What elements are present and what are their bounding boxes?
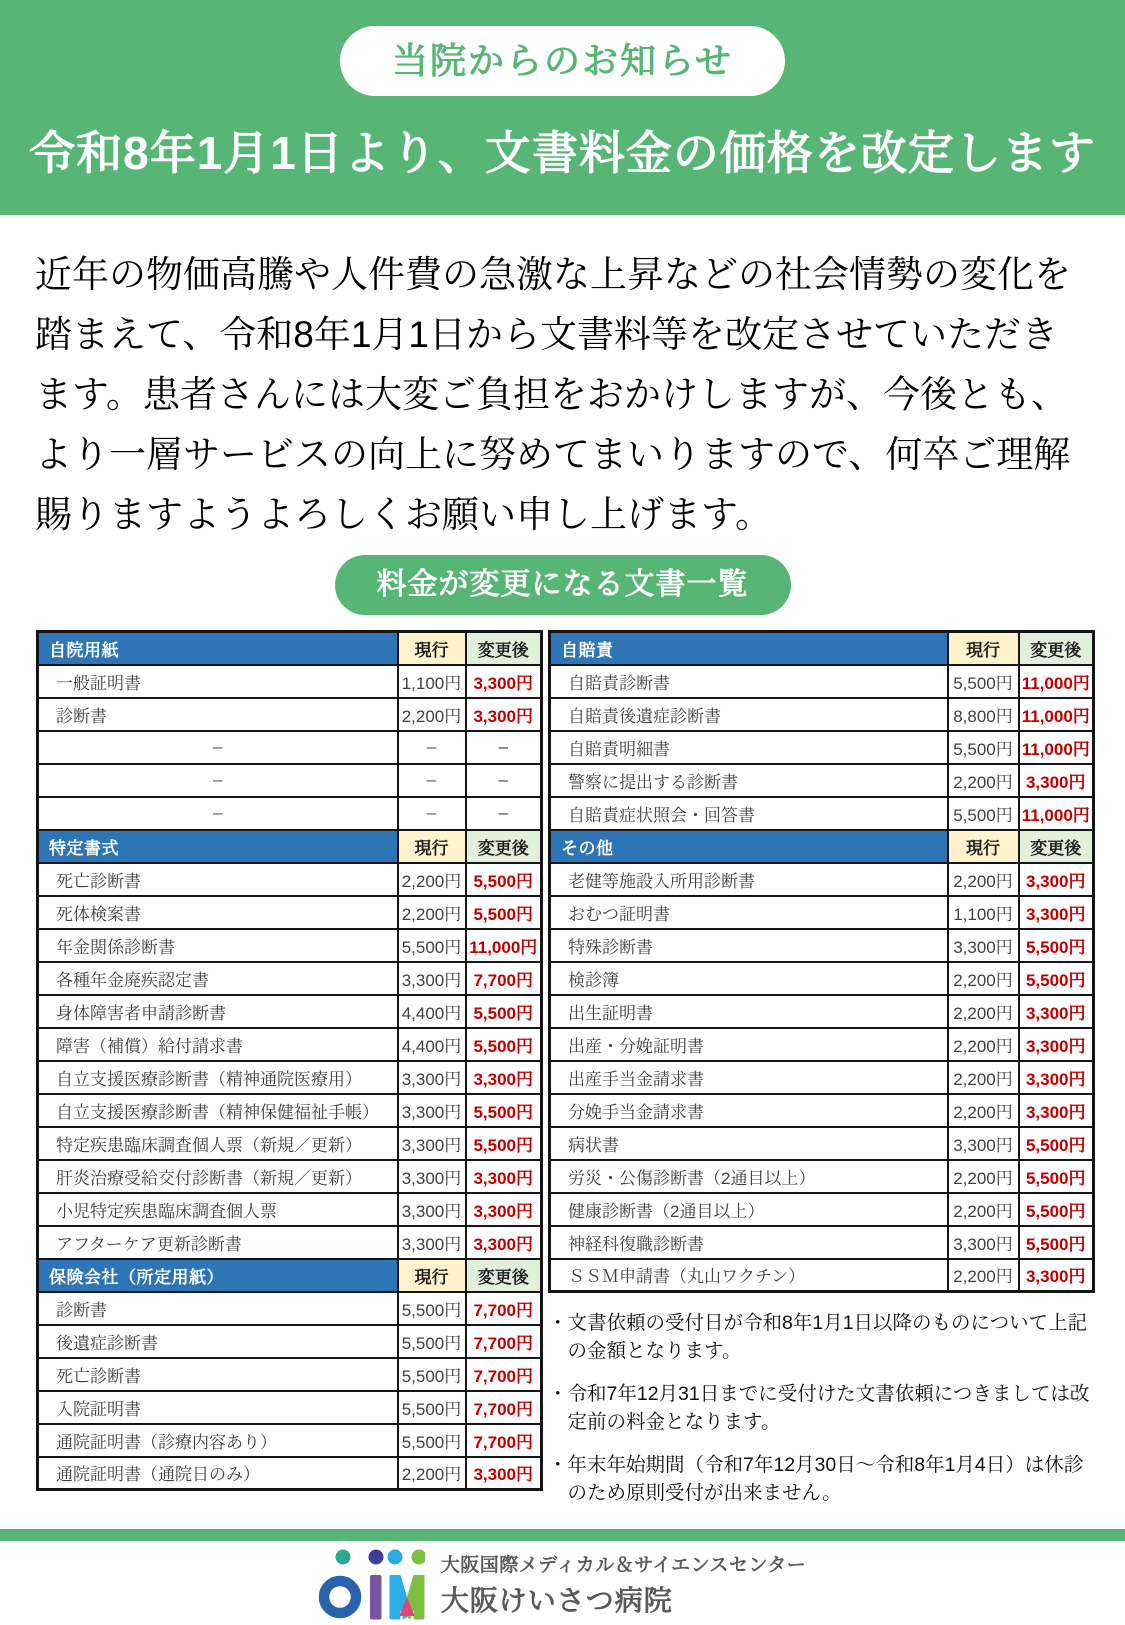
new-price: 11,000円 [1019, 698, 1094, 731]
section-header-row [38, 830, 542, 863]
table-row [38, 995, 542, 1028]
document-name: 労災・公傷診断書（2通目以上） [550, 1160, 948, 1193]
current-price: 5,500円 [398, 929, 466, 962]
document-name: 自賠責明細書 [550, 731, 948, 764]
current-column-header: 現行 [948, 632, 1019, 665]
new-price: 5,500円 [466, 896, 542, 929]
table-row [38, 929, 542, 962]
table-row [550, 1127, 1094, 1160]
table-row [550, 1259, 1094, 1292]
table-row [38, 1424, 542, 1457]
current-price: – [398, 731, 466, 764]
table-row [38, 1160, 542, 1193]
document-name: 入院証明書 [38, 1391, 398, 1424]
new-price: 3,300円 [466, 1193, 542, 1226]
current-price: 2,200円 [948, 1094, 1019, 1127]
new-price: 7,700円 [466, 1325, 542, 1358]
section-title: 自賠責 [550, 632, 948, 665]
table-row [38, 1127, 542, 1160]
current-price: 5,500円 [398, 1391, 466, 1424]
hospital-name: 大阪けいさつ病院 [440, 1584, 673, 1616]
fee-table-right-column [548, 630, 1095, 1522]
document-name: 死亡診断書 [38, 1358, 398, 1391]
current-price: 2,200円 [398, 698, 466, 731]
document-name: 自賠責後遺症診断書 [550, 698, 948, 731]
section-title: 保険会社（所定用紙） [38, 1259, 398, 1292]
new-price: 3,300円 [1019, 1061, 1094, 1094]
current-price: 5,500円 [398, 1325, 466, 1358]
document-name: 自賠責症状照会・回答書 [550, 797, 948, 830]
section-title: 自院用紙 [38, 632, 398, 665]
new-price: 5,500円 [466, 863, 542, 896]
new-price: 3,300円 [1019, 1094, 1094, 1127]
table-row [38, 698, 542, 731]
table-row [38, 731, 542, 764]
document-name: 各種年金廃疾認定書 [38, 962, 398, 995]
section-header-row [38, 632, 542, 665]
new-price: 3,300円 [1019, 896, 1094, 929]
current-price: 4,400円 [398, 1028, 466, 1061]
new-price: – [466, 764, 542, 797]
notes-list [548, 1309, 1092, 1507]
new-price: 5,500円 [1019, 1127, 1094, 1160]
table-row [550, 962, 1094, 995]
current-price: 3,300円 [398, 1127, 466, 1160]
document-name: 自立支援医療診断書（精神通院医療用） [38, 1061, 398, 1094]
document-name: 後遺症診断書 [38, 1325, 398, 1358]
current-column-header: 現行 [398, 830, 466, 863]
document-name: ＳＳＭ申請書（丸山ワクチン） [550, 1259, 948, 1292]
section-header-row [550, 632, 1094, 665]
new-price: 3,300円 [466, 1226, 542, 1259]
current-price: 2,200円 [948, 1061, 1019, 1094]
current-price: 2,200円 [948, 1028, 1019, 1061]
current-column-header: 現行 [948, 830, 1019, 863]
current-price: 3,300円 [398, 1094, 466, 1127]
current-price: 2,200円 [398, 1457, 466, 1490]
document-name: 肝炎治療受給交付診断書（新規／更新） [38, 1160, 398, 1193]
table-row [38, 1391, 542, 1424]
document-name: 障害（補償）給付請求書 [38, 1028, 398, 1061]
note-item: ・文書依頼の受付日が令和8年1月1日以降のものについて上記の金額となります。 [548, 1312, 1088, 1362]
table-row [550, 665, 1094, 698]
document-name: 通院証明書（診療内容あり） [38, 1424, 398, 1457]
document-name: 診断書 [38, 698, 398, 731]
document-name: 自賠責診断書 [550, 665, 948, 698]
table-row [550, 797, 1094, 830]
table-row [550, 995, 1094, 1028]
notice-header [0, 0, 1125, 215]
intro-paragraph: 近年の物価高騰や人件費の急激な上昇などの社会情勢の変化を踏まえて、令和8年1月1日から文書料等を改定させていただきます。患者さんには大変ご負担をおかけしますが、今後とも、より一層サービスの向上に努めてまいりますので、何卒ご理解賜りますようよろしくお願い申し上げます。 [35, 254, 1071, 535]
note-item: ・令和7年12月31日までに受付けた文書依頼につきましては改定前の料金となります。 [548, 1383, 1090, 1433]
document-name: 分娩手当金請求書 [550, 1094, 948, 1127]
document-name: 警察に提出する診断書 [550, 764, 948, 797]
document-name: 病状書 [550, 1127, 948, 1160]
new-price: 3,300円 [1019, 863, 1094, 896]
document-name: 小児特定疾患臨床調査個人票 [38, 1193, 398, 1226]
new-price: 5,500円 [1019, 962, 1094, 995]
document-name: アフターケア更新診断書 [38, 1226, 398, 1259]
document-name: 一般証明書 [38, 665, 398, 698]
document-name: 出産・分娩証明書 [550, 1028, 948, 1061]
table-row [550, 698, 1094, 731]
table-row [550, 1160, 1094, 1193]
document-name: おむつ証明書 [550, 896, 948, 929]
current-price: 2,200円 [948, 863, 1019, 896]
new-price: – [466, 731, 542, 764]
current-price: 2,200円 [398, 863, 466, 896]
fee-table-right [548, 630, 1095, 1293]
hospital-logo-text [441, 1550, 807, 1619]
new-price: 5,500円 [466, 1028, 542, 1061]
table-row [38, 764, 542, 797]
new-price: 11,000円 [1019, 797, 1094, 830]
table-row [550, 863, 1094, 896]
new-price: 7,700円 [466, 1391, 542, 1424]
current-price: 3,300円 [948, 1226, 1019, 1259]
footer-green-bar [0, 1529, 1125, 1541]
table-row [38, 1094, 542, 1127]
document-name: 出生証明書 [550, 995, 948, 1028]
current-column-header: 現行 [398, 1259, 466, 1292]
note-item: ・年末年始期間（令和7年12月30日～令和8年1月4日）は休診のため原則受付が出来ません。 [548, 1454, 1084, 1504]
table-row [38, 896, 542, 929]
list-badge: 料金が変更になる文書一覧 [335, 555, 791, 615]
new-price: 7,700円 [466, 1358, 542, 1391]
table-row [38, 1028, 542, 1061]
new-price: 7,700円 [466, 1292, 542, 1325]
current-price: 5,500円 [948, 797, 1019, 830]
list-badge-wrap [0, 555, 1125, 615]
current-price: 3,300円 [948, 1127, 1019, 1160]
new-price: 5,500円 [1019, 1193, 1094, 1226]
table-row [38, 1193, 542, 1226]
new-price: 3,300円 [1019, 1028, 1094, 1061]
document-name: 老健等施設入所用診断書 [550, 863, 948, 896]
current-price: 1,100円 [398, 665, 466, 698]
table-row [550, 1193, 1094, 1226]
current-price: 2,200円 [948, 962, 1019, 995]
section-title: 特定書式 [38, 830, 398, 863]
table-row [550, 929, 1094, 962]
current-price: 3,300円 [398, 1061, 466, 1094]
page-title: 令和8年1月1日より、文書料金の価格を改定します [29, 127, 1096, 179]
table-row [550, 764, 1094, 797]
table-row [550, 1226, 1094, 1259]
current-price: – [398, 797, 466, 830]
new-price: 3,300円 [1019, 1259, 1094, 1292]
current-price: 3,300円 [398, 1160, 466, 1193]
new-price: 3,300円 [466, 698, 542, 731]
new-price: 11,000円 [1019, 665, 1094, 698]
current-price: 5,500円 [398, 1424, 466, 1457]
current-price: 2,200円 [948, 995, 1019, 1028]
new-price: 5,500円 [466, 995, 542, 1028]
table-row [550, 731, 1094, 764]
new-price: 5,500円 [1019, 1226, 1094, 1259]
fee-table-left [36, 630, 543, 1491]
organization-name: 大阪国際メディカル＆サイエンスセンター [440, 1554, 807, 1576]
table-row [38, 1358, 542, 1391]
document-name: – [38, 797, 398, 830]
document-name: – [38, 731, 398, 764]
document-name: 診断書 [38, 1292, 398, 1325]
table-row [38, 797, 542, 830]
new-price: 7,700円 [466, 1424, 542, 1457]
section-title: その他 [550, 830, 948, 863]
after-column-header: 変更後 [1019, 632, 1094, 665]
table-row [550, 1061, 1094, 1094]
table-row [550, 1028, 1094, 1061]
document-name: 死亡診断書 [38, 863, 398, 896]
document-name: 死体検案書 [38, 896, 398, 929]
current-price: 2,200円 [948, 1259, 1019, 1292]
table-row [38, 1061, 542, 1094]
after-column-header: 変更後 [466, 632, 542, 665]
table-row [550, 1094, 1094, 1127]
current-price: 2,200円 [948, 764, 1019, 797]
table-row [38, 863, 542, 896]
after-column-header: 変更後 [466, 1259, 542, 1292]
new-price: – [466, 797, 542, 830]
document-name: 通院証明書（通院日のみ） [38, 1457, 398, 1490]
current-price: 4,400円 [398, 995, 466, 1028]
table-row [38, 1325, 542, 1358]
new-price: 3,300円 [1019, 764, 1094, 797]
current-price: 5,500円 [398, 1292, 466, 1325]
current-price: 3,300円 [398, 1193, 466, 1226]
document-name: – [38, 764, 398, 797]
current-price: 2,200円 [948, 1193, 1019, 1226]
document-name: 年金関係診断書 [38, 929, 398, 962]
document-name: 身体障害者申請診断書 [38, 995, 398, 1028]
new-price: 3,300円 [466, 665, 542, 698]
after-column-header: 変更後 [1019, 830, 1094, 863]
table-row [38, 1292, 542, 1325]
table-row [550, 896, 1094, 929]
current-price: 5,500円 [948, 665, 1019, 698]
table-row [38, 665, 542, 698]
new-price: 11,000円 [1019, 731, 1094, 764]
oim-logo-icon [319, 1548, 425, 1620]
new-price: 5,500円 [466, 1127, 542, 1160]
current-price: 5,500円 [948, 731, 1019, 764]
section-header-row [550, 830, 1094, 863]
current-price: 2,200円 [948, 1160, 1019, 1193]
document-name: 神経科復職診断書 [550, 1226, 948, 1259]
fee-tables [0, 630, 1125, 1522]
table-row [38, 962, 542, 995]
hospital-logo [0, 1546, 1125, 1622]
table-row [38, 1226, 542, 1259]
new-price: 5,500円 [1019, 929, 1094, 962]
current-price: 2,200円 [398, 896, 466, 929]
current-price: 8,800円 [948, 698, 1019, 731]
document-name: 出産手当金請求書 [550, 1061, 948, 1094]
current-price: 1,100円 [948, 896, 1019, 929]
document-name: 健康診断書（2通目以上） [550, 1193, 948, 1226]
current-price: 3,300円 [398, 1226, 466, 1259]
current-price: 3,300円 [398, 962, 466, 995]
current-price: 5,500円 [398, 1358, 466, 1391]
new-price: 11,000円 [466, 929, 542, 962]
after-column-header: 変更後 [466, 830, 542, 863]
new-price: 3,300円 [466, 1160, 542, 1193]
new-price: 3,300円 [466, 1457, 542, 1490]
current-column-header: 現行 [398, 632, 466, 665]
new-price: 5,500円 [1019, 1160, 1094, 1193]
new-price: 5,500円 [466, 1094, 542, 1127]
document-name: 特定疾患臨床調査個人票（新規／更新） [38, 1127, 398, 1160]
document-name: 特殊診断書 [550, 929, 948, 962]
notice-badge: 当院からのお知らせ [340, 26, 785, 96]
new-price: 7,700円 [466, 962, 542, 995]
new-price: 3,300円 [1019, 995, 1094, 1028]
table-row [38, 1457, 542, 1490]
current-price: – [398, 764, 466, 797]
current-price: 3,300円 [948, 929, 1019, 962]
new-price: 3,300円 [466, 1061, 542, 1094]
section-header-row [38, 1259, 542, 1292]
document-name: 自立支援医療診断書（精神保健福祉手帳） [38, 1094, 398, 1127]
document-name: 検診簿 [550, 962, 948, 995]
